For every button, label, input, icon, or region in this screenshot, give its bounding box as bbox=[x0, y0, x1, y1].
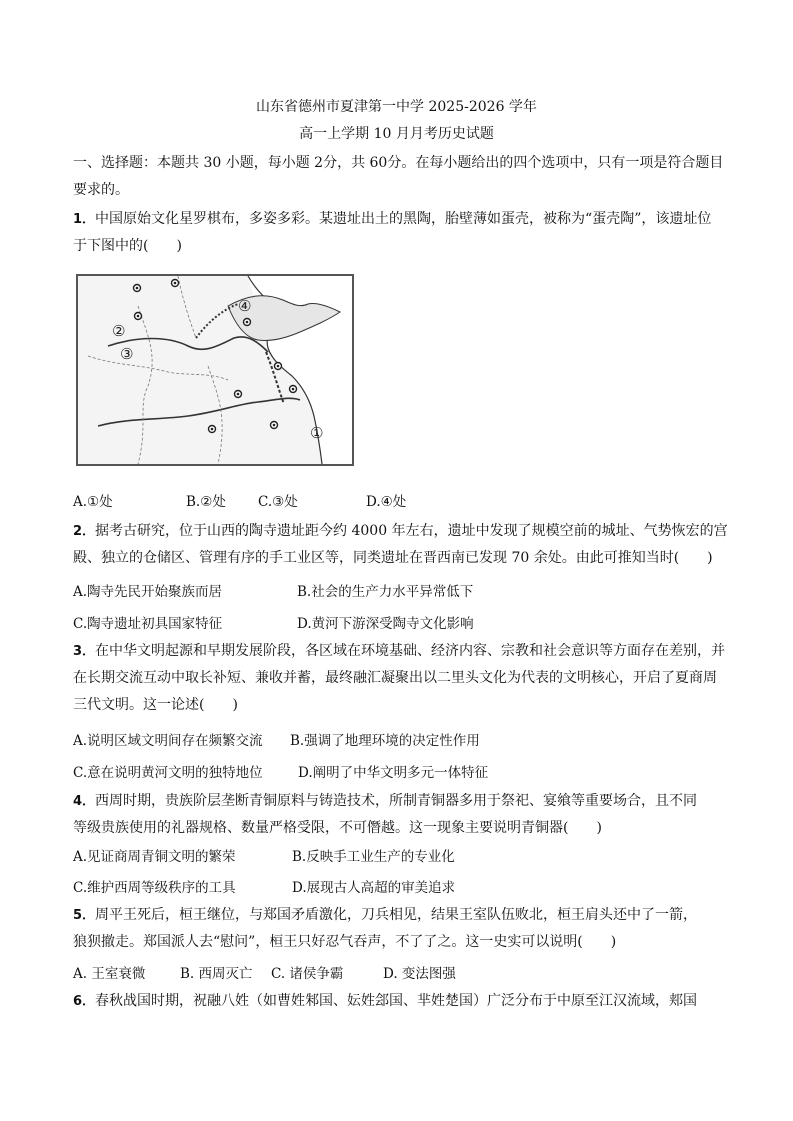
exam-title-line2: 高一上学期 10 月月考历史试题 bbox=[299, 126, 494, 142]
option-d[interactable]: D.展现古人高超的审美追求 bbox=[292, 880, 456, 896]
option-d[interactable]: D.黄河下游深受陶寺文化影响 bbox=[297, 616, 474, 632]
neolithic-sites-map bbox=[76, 274, 354, 466]
question-number: 1． bbox=[73, 212, 96, 227]
question-number: 2． bbox=[73, 524, 96, 539]
question-text: 等级贵族使用的礼器规格、数量严格受限，不可僭越。这一现象主要说明青铜器( ) bbox=[73, 820, 602, 836]
option-c[interactable]: C.维护西周等级秩序的工具 bbox=[73, 880, 236, 896]
map-label-1: ① bbox=[310, 424, 324, 442]
option-a[interactable]: A.见证商周青铜文明的繁荣 bbox=[73, 849, 236, 865]
question-text: 据考古研究，位于山西的陶寺遗址距今约 4000 年左右，遗址中发现了规模空前的城址、气势恢宏的宫 bbox=[95, 523, 728, 539]
option-d[interactable]: D. 变法图强 bbox=[383, 966, 456, 982]
question-number: 4． bbox=[73, 794, 96, 809]
option-b[interactable]: B.②处 bbox=[186, 494, 226, 510]
option-a[interactable]: A.说明区域文明间存在频繁交流 bbox=[73, 733, 263, 749]
question-text: 周平王死后，桓王继位，与郑国矛盾激化，刀兵相见，结果王室队伍败北，桓王肩头还中了一箭， bbox=[95, 907, 698, 923]
option-a[interactable]: A.陶寺先民开始聚族而居 bbox=[73, 584, 223, 600]
question-text: 春秋战国时期，祝融八姓（如曹姓邾国、妘姓郐国、芈姓楚国）广泛分布于中原至江汉流域，郏国 bbox=[95, 993, 698, 1009]
question-text: 狼狈撤走。郑国派人去“慰问”，桓王只好忍气吞声，不了了之。这一史实可以说明( ) bbox=[73, 934, 617, 950]
question-text: 于下图中的( ) bbox=[73, 238, 182, 254]
exam-title-line1: 山东省德州市夏津第一中学 2025-2026 学年 bbox=[256, 99, 537, 115]
map-label-4: ④ bbox=[238, 297, 252, 315]
option-c[interactable]: C.意在说明黄河文明的独特地位 bbox=[73, 765, 263, 781]
option-c[interactable]: C.陶寺遗址初具国家特征 bbox=[73, 616, 223, 632]
question-text: 在长期交流互动中取长补短、兼收并蓄，最终融汇凝聚出以二里头文化为代表的文明核心，开启了夏商周 bbox=[73, 670, 717, 686]
option-c[interactable]: C. 诸侯争霸 bbox=[271, 966, 344, 982]
question-number: 3． bbox=[73, 644, 96, 659]
question-text: 西周时期，贵族阶层垄断青铜原料与铸造技术，所制青铜器多用于祭祀、宴飨等重要场合，且不同 bbox=[95, 793, 698, 809]
option-b[interactable]: B.强调了地理环境的决定性作用 bbox=[290, 733, 480, 749]
section-instruction-line2: 要求的。 bbox=[73, 182, 129, 198]
option-d[interactable]: D.阐明了中华文明多元一体特征 bbox=[298, 765, 489, 781]
option-b[interactable]: B.社会的生产力水平异常低下 bbox=[297, 584, 474, 600]
option-c[interactable]: C.③处 bbox=[258, 494, 298, 510]
question-text: 殿、独立的仓储区、管理有序的手工业区等，同类遗址在晋西南已发现 70 余处。由此可推知当时( ) bbox=[73, 550, 713, 566]
option-a[interactable]: A. 王室衰微 bbox=[73, 966, 146, 982]
map-label-2: ② bbox=[112, 322, 126, 340]
map-label-3: ③ bbox=[120, 345, 134, 363]
question-number: 6． bbox=[73, 994, 96, 1009]
question-text: 三代文明。这一论述( ) bbox=[73, 697, 238, 713]
option-b[interactable]: B.反映手工业生产的专业化 bbox=[292, 849, 455, 865]
option-d[interactable]: D.④处 bbox=[366, 494, 407, 510]
option-b[interactable]: B. 西周灭亡 bbox=[180, 966, 253, 982]
question-text: 中国原始文化星罗棋布，多姿多彩。某遗址出土的黑陶，胎壁薄如蛋壳，被称为“蛋壳陶”，该遗址位 bbox=[95, 211, 712, 227]
map-drawing bbox=[78, 276, 352, 464]
question-number: 5． bbox=[73, 908, 96, 923]
option-a[interactable]: A.①处 bbox=[73, 494, 113, 510]
question-text: 在中华文明起源和早期发展阶段，各区域在环境基础、经济内容、宗教和社会意识等方面存在差别，并 bbox=[95, 643, 726, 659]
section-instruction-line1: 一、选择题：本题共 30 小题，每小题 2分，共 60分。在每小题给出的四个选项中，只有一项是符合题目 bbox=[73, 155, 724, 171]
